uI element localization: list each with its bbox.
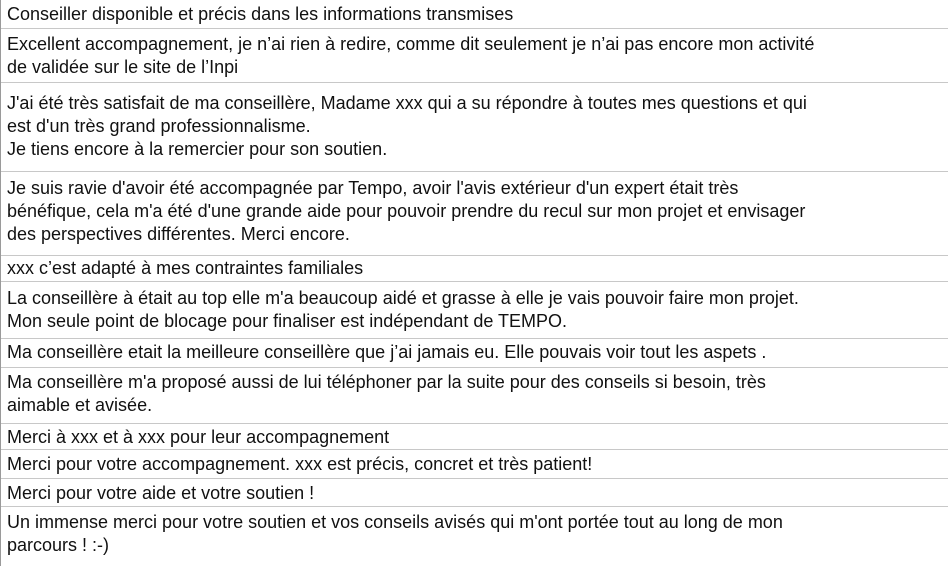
table-row[interactable]: xxx c’est adapté à mes contraintes familiales — [1, 256, 948, 282]
table-row[interactable]: Ma conseillère m'a proposé aussi de lui téléphoner par la suite pour des conseils si besoin, très aimable et avisée. — [1, 368, 948, 424]
table-row[interactable]: Merci pour votre accompagnement. xxx est précis, concret et très patient! — [1, 450, 948, 479]
table-row[interactable]: Je suis ravie d'avoir été accompagnée par Tempo, avoir l'avis extérieur d'un expert était très bénéfique, cela m'a été d'une grande aide pour pouvoir prendre du recul sur mon projet et envisager des perspectives différentes. Merci encore. — [1, 172, 948, 256]
table-row[interactable]: Merci à xxx et à xxx pour leur accompagnement — [1, 424, 948, 450]
table-row[interactable]: Conseiller disponible et précis dans les informations transmises — [1, 0, 948, 29]
table-row[interactable]: La conseillère à était au top elle m'a beaucoup aidé et grasse à elle je vais pouvoir faire mon projet. Mon seule point de blocage pour finaliser est indépendant de TEMPO. — [1, 282, 948, 339]
table-row[interactable]: Excellent accompagnement, je n’ai rien à redire, comme dit seulement je n’ai pas encore mon activité de validée sur le site de l’Inpi — [1, 29, 948, 83]
table-row[interactable]: Ma conseillère etait la meilleure conseillère que j’ai jamais eu. Elle pouvais voir tout les aspets . — [1, 339, 948, 368]
table-row[interactable]: Merci pour votre aide et votre soutien ! — [1, 479, 948, 507]
table-row[interactable]: Un immense merci pour votre soutien et vos conseils avisés qui m'ont portée tout au long de mon parcours ! :-) — [7, 512, 783, 555]
table-row[interactable]: J'ai été très satisfait de ma conseillère, Madame xxx qui a su répondre à toutes mes questions et qui est d'un très grand professionnalisme. Je tiens encore à la remercier pour son soutien. — [1, 83, 948, 172]
